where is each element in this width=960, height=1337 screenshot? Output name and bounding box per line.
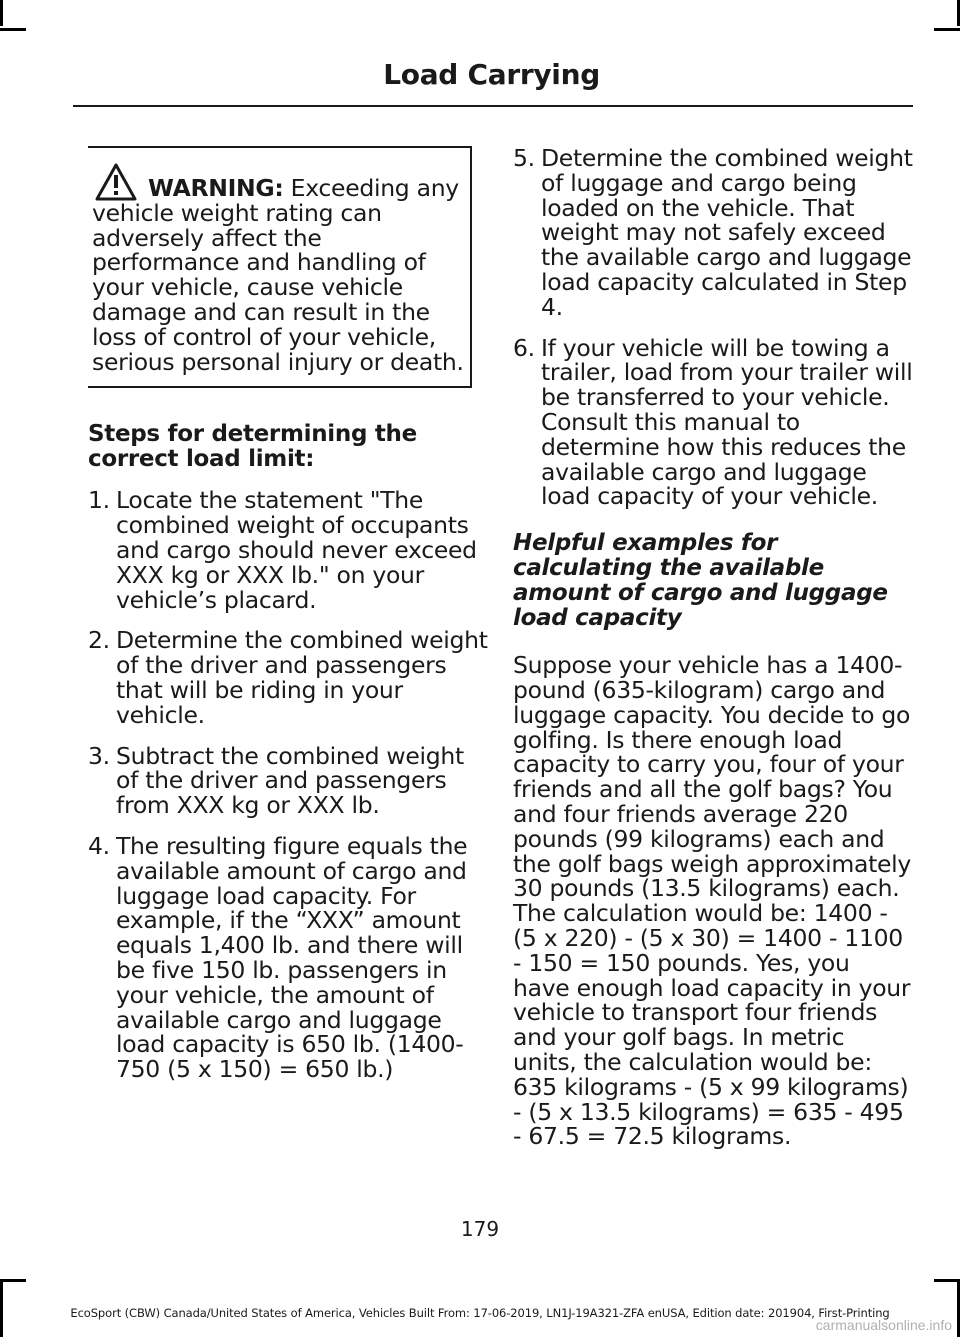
steps-list (88, 488, 488, 1082)
steps-list-continued (513, 146, 913, 509)
list-text: Locate the statement "The combined weight of occupants and cargo should never exceed XXX kg or XXX lb." on your vehicle’s placard. (116, 486, 477, 614)
crop-mark (0, 0, 3, 26)
list-number: 4. (88, 831, 110, 860)
examples-heading: Helpful examples for calculating the available amount of cargo and luggage load capacity (513, 530, 888, 632)
list-text: Subtract the combined weight of the driver and passengers from XXX kg or XXX lb. (116, 741, 464, 820)
warning-text (92, 176, 464, 374)
list-number: 5. (513, 144, 535, 172)
warning-body: Exceeding any vehicle weight rating can adversely affect the performance and handling of your vehicle, cause vehicle damage and can result in the loss of control of your vehicle, serious personal injury or death. (92, 174, 464, 376)
crop-mark (0, 1279, 26, 1282)
warning-triangle-icon (94, 162, 138, 202)
right-column (513, 146, 913, 1149)
left-column (88, 146, 488, 1082)
crop-mark (934, 28, 960, 31)
list-item (513, 146, 913, 320)
list-number: 2. (88, 626, 110, 655)
list-number: 3. (88, 741, 110, 770)
list-number: 6. (513, 333, 535, 362)
page-number: 179 (460, 1217, 500, 1241)
list-item (88, 628, 488, 727)
list-item (88, 741, 488, 820)
list-number: 1. (88, 486, 110, 515)
steps-heading: Steps for determining the correct load limit: (88, 421, 417, 473)
footer-text: EcoSport (CBW) Canada/United States of America, Vehicles Built From: 17-06-2019, LN1J-19A321-ZFA enUSA, Edition date: 201904, First-Printing (70, 1306, 890, 1320)
warning-box (88, 146, 472, 388)
header-divider (73, 105, 913, 107)
crop-mark (934, 1279, 960, 1282)
list-item (88, 488, 488, 612)
list-text: Determine the combined weight of luggage and cargo being loaded on the vehicle. That weight may not safely exceed the available cargo and luggage load capacity calculated in Step 4. (541, 144, 913, 321)
list-text: The resulting figure equals the available amount of cargo and luggage load capacity. For example, if the “XXX” amount equals 1,400 lb. and there will be five 150 lb. passengers in your vehicle, the amount of available cargo and luggage load capacity is 650 lb. (1400-750 (5 x 150) = 650 lb.) (116, 831, 468, 1084)
watermark: carmanualsonline.info (815, 1317, 952, 1333)
list-text: If your vehicle will be towing a trailer, load from your trailer will be transferred to your vehicle. Consult this manual to determine how this reduces the available cargo and luggage load capacity of your vehicle. (541, 333, 913, 511)
page-title: Load Carrying (383, 58, 600, 91)
warning-label: WARNING: (148, 174, 284, 202)
list-item (88, 831, 488, 1084)
crop-mark (0, 28, 26, 31)
list-text: Determine the combined weight of the driver and passengers that will be riding in your vehicle. (116, 626, 488, 729)
examples-paragraph: Suppose your vehicle has a 1400-pound (635-kilogram) cargo and luggage capacity. You decide to go golfing. Is there enough load capacity to carry you, four of your friends and all the golf bags? You and four friends average 220 pounds (99 kilograms) each and the golf bags weigh approximately 30 pounds (13.5 kilograms) each. The calculation would be: 1400 - (5 x 220) - (5 x 30) = 1400 - 1100 - 150 = 150 pounds. Yes, you have enough load capacity in your vehicle to transport four friends and your golf bags. In metric units, the calculation would be: 635 kilograms - (5 x 99 kilograms) - (5 x 13.5 kilograms) = 635 - 495 - 67.5 = 72.5 kilograms. (513, 651, 912, 1151)
list-item (513, 333, 913, 511)
